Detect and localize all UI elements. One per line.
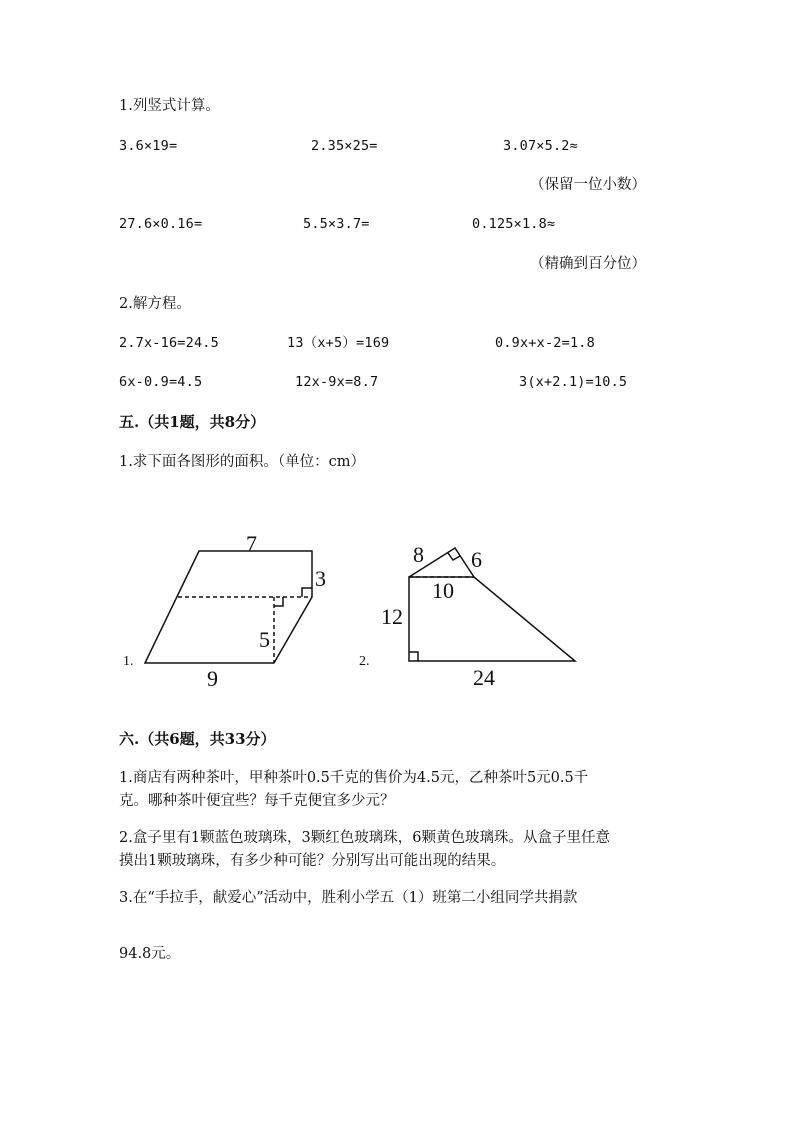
equation-item: 6x-0.9=4.5 [119, 374, 203, 390]
calc-item: 3.6×19= [119, 138, 178, 154]
equation-item: 3(x+2.1)=10.5 [519, 374, 628, 390]
q1-title: 1.列竖式计算。 [119, 98, 220, 114]
dimension-label: 24 [473, 665, 495, 690]
area-figures [0, 520, 794, 700]
word-problem-1: 1.商店有两种茶叶，甲种茶叶0.5千克的售价为4.5元，乙种茶叶5元0.5千 [119, 770, 589, 786]
equation-item: 12x-9x=8.7 [295, 374, 379, 390]
figure-2 [409, 548, 575, 661]
calc-item: 0.125×1.8≈ [472, 216, 556, 232]
word-problem-2: 2.盒子里有1颗蓝色玻璃珠，3颗红色玻璃珠，6颗黄色玻璃珠。从盒子里任意 [119, 830, 611, 846]
rounding-note: （精确到百分位） [530, 256, 646, 272]
figure-1-label: 1. [123, 654, 134, 669]
equation-item: 0.9x+x-2=1.8 [495, 335, 595, 351]
rounding-note: （保留一位小数） [530, 177, 646, 193]
calc-item: 5.5×3.7= [303, 216, 370, 232]
dimension-label: 6 [471, 547, 482, 572]
right-angle-marker [409, 652, 418, 661]
calc-item: 3.07×5.2≈ [503, 138, 578, 154]
figure-2-label: 2. [359, 654, 370, 669]
dimension-label: 8 [413, 542, 424, 567]
word-problem-3: 3.在“手拉手，献爱心”活动中，胜利小学五（1）班第二小组同学共捐款 [119, 890, 578, 906]
figure-1-outline [145, 551, 312, 663]
section-5-heading: 五.（共1题，共8分） [119, 413, 266, 431]
dimension-label: 5 [259, 627, 270, 652]
word-problem-3-cont: 94.8元。 [119, 946, 181, 962]
calc-item: 27.6×0.16= [119, 216, 203, 232]
right-angle-marker [302, 588, 312, 597]
word-problem-1-cont: 克。哪种茶叶便宜些？每千克便宜多少元？ [119, 793, 395, 809]
dimension-label: 7 [246, 531, 257, 556]
right-angle-marker [274, 597, 283, 606]
dimension-label: 10 [432, 578, 454, 603]
section-6-heading: 六.（共6题，共33分） [119, 730, 276, 748]
dimension-label: 3 [315, 566, 326, 591]
section-5-question: 1.求下面各图形的面积。（单位：cm） [119, 454, 365, 470]
q2-title: 2.解方程。 [119, 296, 191, 312]
word-problem-2-cont: 摸出1颗玻璃珠，有多少种可能？分别写出可能出现的结果。 [119, 853, 506, 869]
dimension-label: 9 [207, 666, 218, 691]
figure-1 [145, 551, 312, 663]
equation-item: 2.7x-16=24.5 [119, 335, 219, 351]
dimension-label: 12 [381, 604, 403, 629]
calc-item: 2.35×25= [311, 138, 378, 154]
equation-item: 13（x+5）=169 [287, 335, 390, 351]
